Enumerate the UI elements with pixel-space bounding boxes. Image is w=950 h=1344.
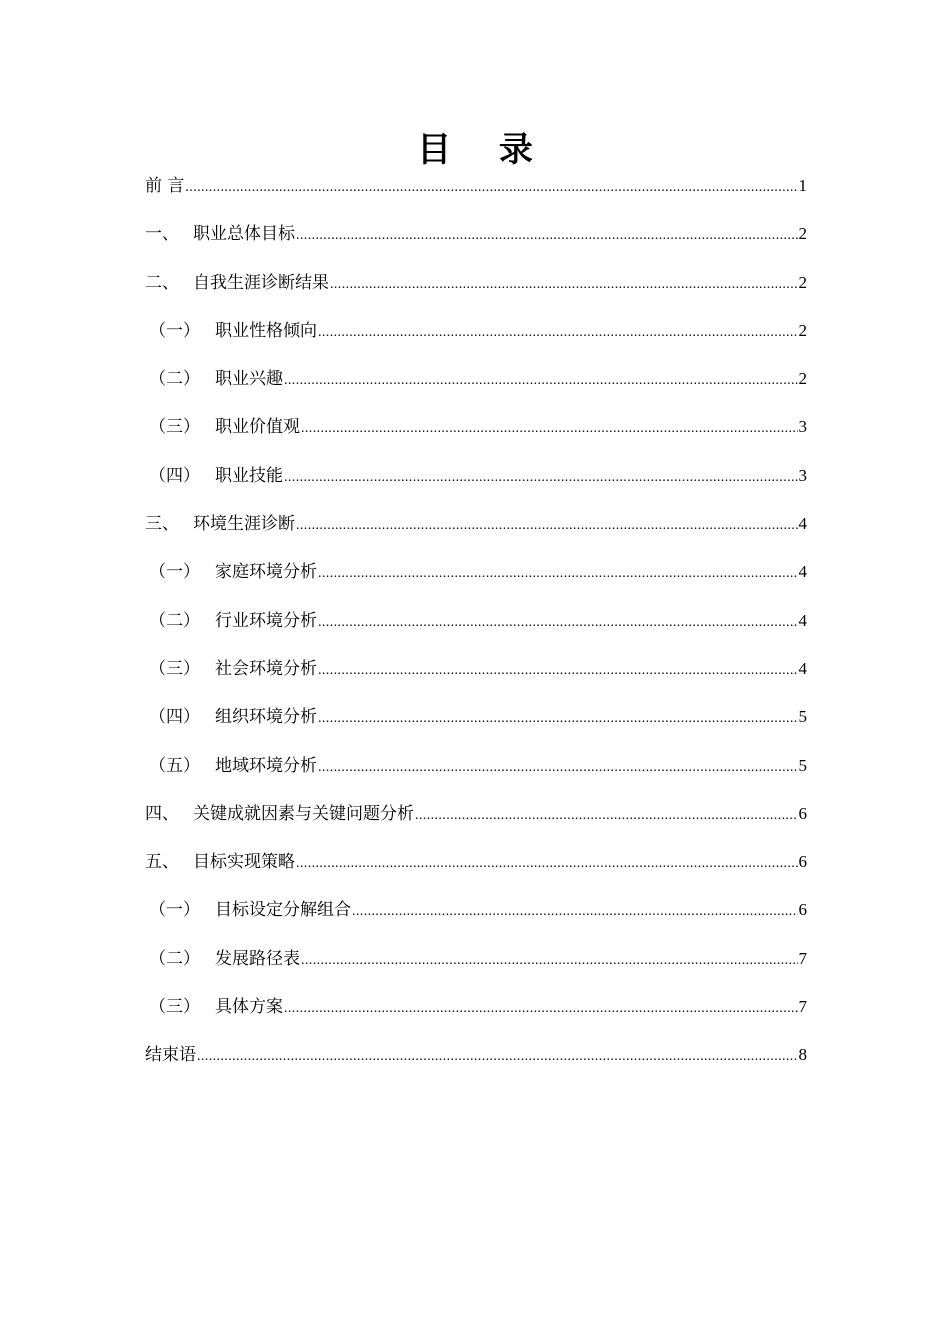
- toc-title: 目 录: [417, 130, 551, 170]
- toc-dot-leader: [352, 897, 798, 927]
- toc-entry-number: 五、: [145, 852, 179, 873]
- toc-entry[interactable]: [145, 992, 807, 1040]
- toc-entry-number: 二、: [145, 272, 179, 293]
- toc-entry[interactable]: [145, 557, 807, 605]
- toc-dot-leader: [415, 801, 798, 831]
- toc-entry[interactable]: [145, 944, 807, 992]
- toc-dot-leader: [318, 656, 798, 686]
- toc-entry-number: （四）: [149, 707, 200, 728]
- toc-entry-label: 关键成就因素与关键问题分析: [193, 803, 414, 824]
- toc-entry-page-number: 2: [798, 224, 807, 244]
- toc-entry[interactable]: [145, 461, 807, 509]
- toc-entry-page-number: 7: [798, 948, 807, 968]
- toc-entry-number: （三）: [149, 417, 200, 438]
- toc-dot-leader: [318, 608, 798, 638]
- toc-entry-number: 三、: [145, 514, 179, 535]
- toc-entry-page-number: 4: [798, 562, 807, 582]
- toc-entry-label: 具体方案: [215, 997, 283, 1018]
- toc-entry-label: 职业总体目标: [193, 224, 295, 245]
- toc-entry-page-number: 3: [798, 417, 807, 437]
- toc-dot-leader: [197, 1042, 798, 1072]
- toc-dot-leader: [318, 559, 798, 589]
- toc-entry-page-number: 4: [798, 610, 807, 630]
- toc-entry-label: 环境生涯诊断: [193, 514, 295, 535]
- toc-entry[interactable]: [145, 509, 807, 557]
- toc-dot-leader: [185, 173, 797, 203]
- toc-entry-page-number: 6: [798, 900, 807, 920]
- toc-dot-leader: [284, 366, 798, 396]
- toc-entry-page-number: 5: [798, 707, 807, 727]
- toc-entry-page-number: 8: [798, 1045, 807, 1065]
- toc-entry[interactable]: [145, 219, 807, 267]
- toc-entry-number: （三）: [149, 997, 200, 1018]
- toc-entry-label: 家庭环境分析: [215, 562, 317, 583]
- toc-entry-number: （二）: [149, 948, 200, 969]
- toc-dot-leader: [296, 221, 798, 251]
- toc-entry-page-number: 2: [798, 320, 807, 340]
- toc-entry[interactable]: [145, 702, 807, 750]
- toc-entry-number: 一、: [145, 224, 179, 245]
- toc-dot-leader: [284, 463, 798, 493]
- toc-entry-number: （三）: [149, 658, 200, 679]
- toc-entry-label: 社会环境分析: [215, 658, 317, 679]
- toc-entry[interactable]: [145, 316, 807, 364]
- toc-entry-page-number: 4: [798, 658, 807, 678]
- toc-entry[interactable]: [145, 412, 807, 460]
- toc-entry-label: 职业技能: [215, 465, 283, 486]
- toc-entry-number: （二）: [149, 610, 200, 631]
- toc-entry-number: （一）: [149, 900, 200, 921]
- toc-entry-number: （五）: [149, 755, 200, 776]
- toc-entry-page-number: 7: [798, 997, 807, 1017]
- toc-dot-leader: [296, 511, 798, 541]
- toc-entry-label: 职业价值观: [215, 417, 300, 438]
- toc-entry-page-number: 5: [798, 755, 807, 775]
- toc-entry-number: （二）: [149, 369, 200, 390]
- toc-entry[interactable]: [145, 751, 807, 799]
- toc-entry-page-number: 6: [798, 852, 807, 872]
- toc-dot-leader: [318, 753, 798, 783]
- toc-entry[interactable]: [145, 799, 807, 847]
- toc-dot-leader: [301, 946, 798, 976]
- toc-entry-page-number: 6: [798, 803, 807, 823]
- toc-entry-label: 发展路径表: [215, 948, 300, 969]
- toc-entry-label: 自我生涯诊断结果: [193, 272, 329, 293]
- toc-dot-leader: [284, 994, 798, 1024]
- toc-entry-label: 结束语: [145, 1045, 196, 1066]
- toc-entry[interactable]: [145, 895, 807, 943]
- toc-dot-leader: [296, 849, 798, 879]
- toc-entry[interactable]: [145, 847, 807, 895]
- toc-entry[interactable]: [145, 1040, 807, 1088]
- toc-entry-label: 目标设定分解组合: [215, 900, 351, 921]
- toc-entry-label: 职业兴趣: [215, 369, 283, 390]
- toc-entry-label: 行业环境分析: [215, 610, 317, 631]
- toc-entry[interactable]: [145, 268, 807, 316]
- toc-entry-label: 前 言: [145, 176, 185, 196]
- toc-dot-leader: [330, 270, 798, 300]
- toc-entry-label: 职业性格倾向: [215, 320, 317, 341]
- toc-entry-number: （一）: [149, 320, 200, 341]
- toc-entry-page-number: 1: [798, 176, 807, 195]
- toc-dot-leader: [301, 414, 798, 444]
- toc-dot-leader: [318, 318, 798, 348]
- toc-entry[interactable]: [145, 171, 807, 219]
- toc-entry-label: 组织环境分析: [215, 707, 317, 728]
- toc-entry-number: 四、: [145, 803, 179, 824]
- toc-entry[interactable]: [145, 654, 807, 702]
- toc-entry-number: （一）: [149, 562, 200, 583]
- toc-entry[interactable]: [145, 364, 807, 412]
- toc-entry-label: 目标实现策略: [193, 852, 295, 873]
- toc-entry-page-number: 3: [798, 465, 807, 485]
- toc-entry-label: 地域环境分析: [215, 755, 317, 776]
- toc-entry-page-number: 4: [798, 514, 807, 534]
- toc-entry-page-number: 2: [798, 272, 807, 292]
- toc-entry-number: （四）: [149, 465, 200, 486]
- toc-entry[interactable]: [145, 606, 807, 654]
- toc-dot-leader: [318, 704, 798, 734]
- toc-list: [145, 171, 807, 1089]
- toc-entry-page-number: 2: [798, 369, 807, 389]
